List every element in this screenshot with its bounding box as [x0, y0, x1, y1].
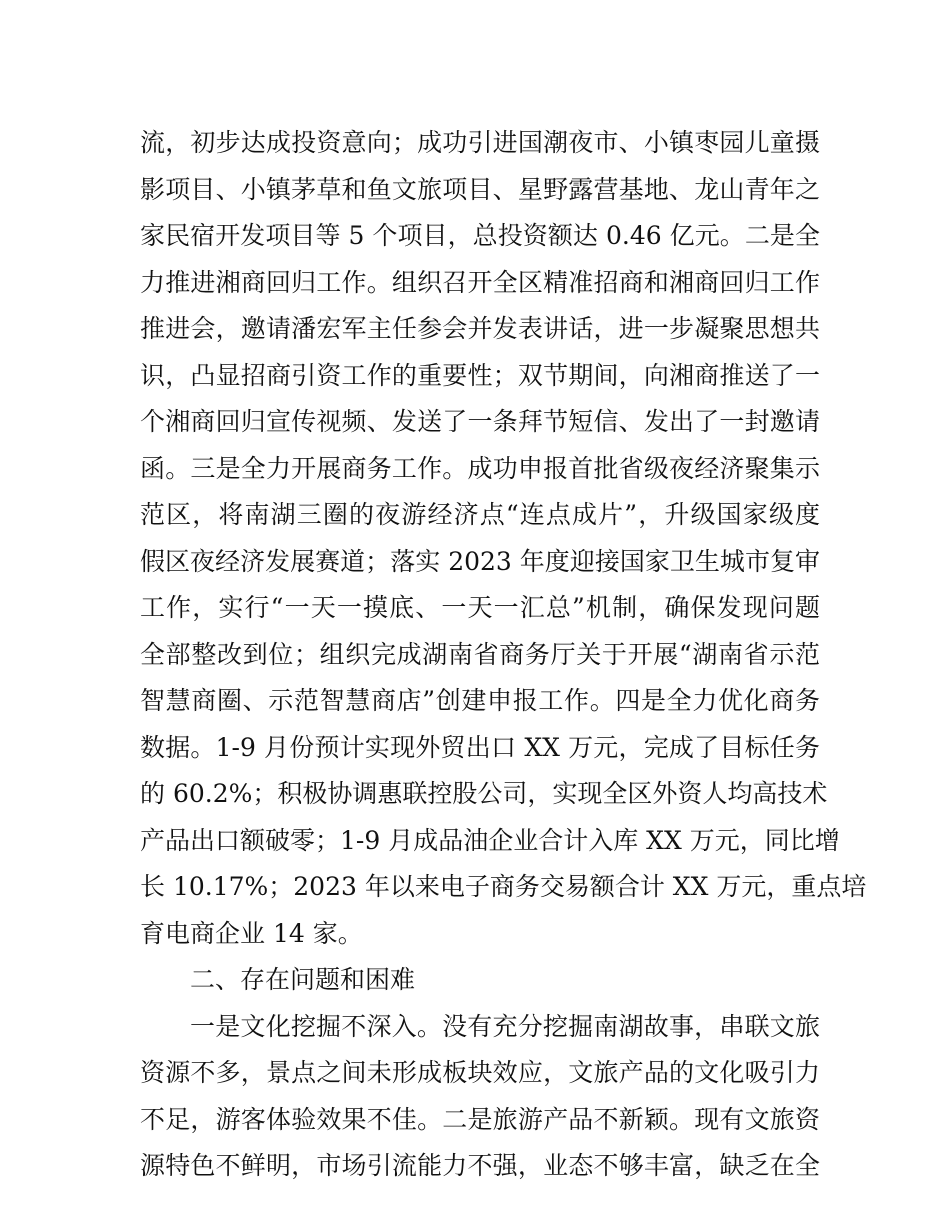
paragraph-line: 数据。1-9 月份预计实现外贸出口 XX 万元，完成了目标任务: [140, 732, 820, 762]
paragraph-line: 源特色不鲜明，市场引流能力不强，业态不够丰富，缺乏在全: [140, 1151, 820, 1180]
paragraph-line: 推进会，邀请潘宏军主任参会并发表讲话，进一步凝聚思想共: [140, 314, 820, 343]
paragraph-line: 长 10.17%；2023 年以来电子商务交易额合计 XX 万元，重点培: [140, 872, 867, 901]
paragraph-line: 识，凸显招商引资工作的重要性；双节期间，向湘商推送了一: [140, 360, 820, 390]
paragraph-line: 函。三是全力开展商务工作。成功申报首批省级夜经济聚集示: [140, 453, 820, 483]
paragraph-line: 流，初步达成投资意向；成功引进国潮夜市、小镇枣园儿童摄: [140, 128, 820, 157]
paragraph-line: 力推进湘商回归工作。组织召开全区精准招商和湘商回归工作: [140, 267, 820, 297]
paragraph-line: 假区夜经济发展赛道；落实 2023 年度迎接国家卫生城市复审: [140, 546, 820, 576]
paragraph-line: 影项目、小镇茅草和鱼文旅项目、星野露营基地、龙山青年之: [140, 174, 820, 204]
paragraph-line: 不足，游客体验效果不佳。二是旅游产品不新颖。现有文旅资: [140, 1104, 820, 1134]
section-heading: 二、存在问题和困难: [190, 965, 416, 994]
paragraph-line: 一是文化挖掘不深入。没有充分挖掘南湖故事，串联文旅: [190, 1011, 820, 1041]
paragraph-line: 资源不多，景点之间未形成板块效应，文旅产品的文化吸引力: [140, 1058, 820, 1087]
paragraph-line: 全部整改到位；组织完成湖南省商务厅关于开展“湖南省示范: [140, 639, 820, 669]
paragraph-line: 工作，实行“一天一摸底、一天一汇总”机制，确保发现问题: [140, 593, 820, 622]
paragraph-line: 家民宿开发项目等 5 个项目，总投资额达 0.46 亿元。二是全: [140, 221, 820, 250]
paragraph-line: 产品出口额破零；1-9 月成品油企业合计入库 XX 万元，同比增: [140, 825, 840, 855]
paragraph-line: 育电商企业 14 家。: [140, 918, 363, 948]
document-body: [140, 120, 867, 1190]
paragraph-line: 智慧商圈、示范智慧商店”创建申报工作。四是全力优化商务: [140, 686, 820, 715]
paragraph-line: 个湘商回归宣传视频、发送了一条拜节短信、发出了一封邀请: [140, 407, 820, 436]
paragraph-line: 的 60.2%；积极协调惠联控股公司，实现全区外资人均高技术: [140, 779, 828, 808]
paragraph-line: 范区，将南湖三圈的夜游经济点“连点成片”，升级国家级度: [140, 500, 820, 529]
